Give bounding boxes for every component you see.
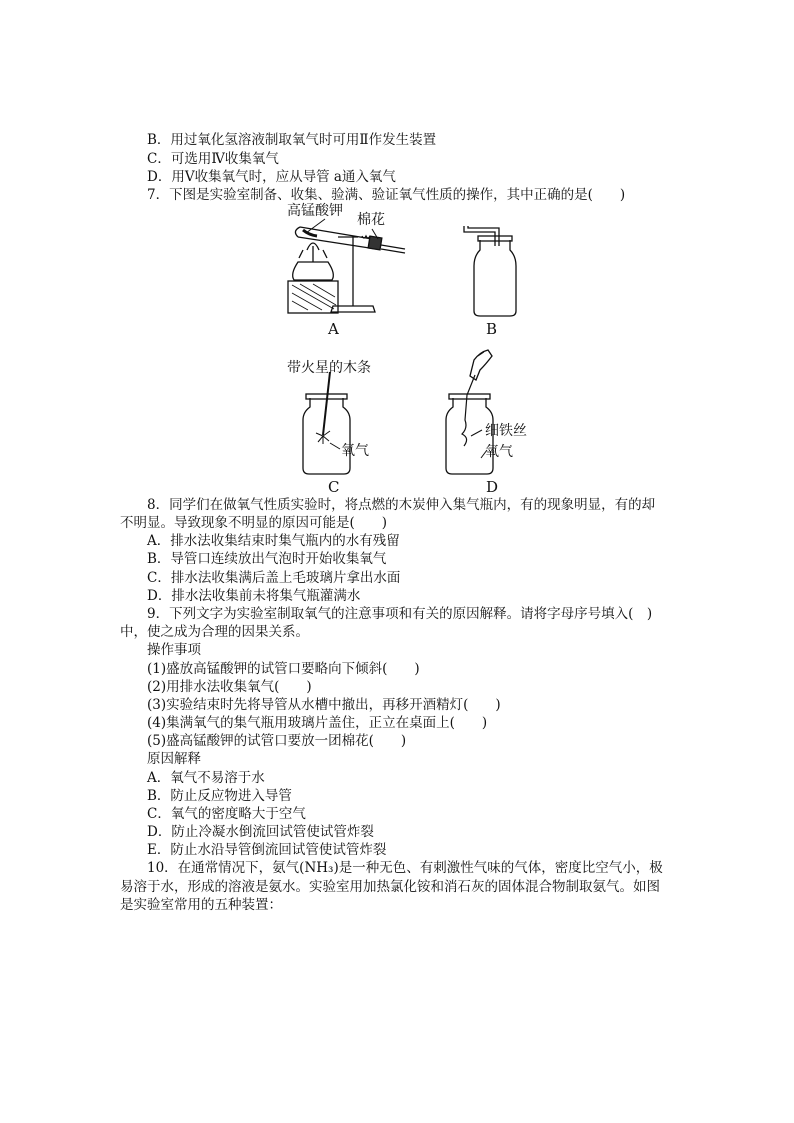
q8-stem-line2: 不明显。导致现象不明显的原因可能是( ): [120, 515, 388, 531]
q8-option-b: B．导管口连续放出气泡时开始收集氧气: [147, 551, 387, 567]
q6-option-d: D．用Ⅴ收集氧气时，应从导管 a通入氧气: [147, 169, 396, 185]
q9-item-5: (5)盛高锰酸钾的试管口要放一团棉花( ): [147, 733, 407, 749]
label-splint: 带火星的木条: [287, 360, 371, 376]
q8-option-a: A．排水法收集结束时集气瓶内的水有残留: [147, 533, 400, 549]
bottle-b: [474, 240, 516, 316]
label-cotton: 棉花: [357, 212, 385, 228]
q10-line1: 10．在通常情况下，氨气(NH₃)是一种无色、有刺激性气味的气体，密度比空气小，极: [147, 860, 663, 876]
lamp-body: [293, 262, 334, 280]
q6-option-b: B．用过氧化氢溶液制取氧气时可用Ⅱ作发生装置: [147, 132, 437, 148]
q10-line3: 是实验室常用的五种装置：: [120, 897, 282, 913]
q8-stem-line1: 8．同学们在做氧气性质实验时，将点燃的木炭伸入集气瓶内，有的现象明显，有的却: [147, 497, 656, 513]
q7-stem: 7．下图是实验室制备、收集、验满、验证氧气性质的操作，其中正确的是( ): [147, 187, 626, 203]
q8-option-d: D．排水法收集前未将集气瓶灌满水: [147, 588, 361, 604]
q9-item-4: (4)集满氧气的集气瓶用玻璃片盖住，正立在桌面上( ): [147, 715, 488, 731]
q9-item-2: (2)用排水法收集氧气( ): [147, 679, 312, 695]
q9-reason-e: E．防止水沿导管倒流回试管使试管炸裂: [147, 842, 387, 858]
q9-reason-c: C．氧气的密度略大于空气: [147, 806, 306, 822]
q9-reason-b: B．防止反应物进入导管: [147, 788, 292, 804]
label-kmno4: 高锰酸钾: [287, 203, 343, 219]
q10-line2: 易溶于水，形成的溶液是氨水。实验室用加热氯化铵和消石灰的固体混合物制取氨气。如图: [120, 879, 660, 895]
caption-c: C: [328, 478, 340, 496]
label-oxygen-c: 氧气: [341, 443, 369, 459]
q9-item-1: (1)盛放高锰酸钾的试管口要略向下倾斜( ): [147, 661, 420, 677]
q9-reason-a: A．氧气不易溶于水: [147, 770, 265, 786]
q8-option-c: C．排水法收集满后盖上毛玻璃片拿出水面: [147, 570, 401, 586]
caption-a: A: [328, 320, 339, 338]
q9-heading-operations: 操作事项: [147, 642, 201, 658]
stopper: [368, 236, 382, 250]
label-iron-wire: 细铁丝: [485, 423, 527, 439]
label-oxygen-d: 氧气: [485, 444, 513, 460]
splint: [323, 372, 330, 435]
q9-stem-line2: 中，使之成为合理的因果关系。: [120, 624, 309, 640]
q6-option-c: C．可选用Ⅳ收集氧气: [147, 151, 279, 167]
q9-reason-d: D．防止冷凝水倒流回试管使试管炸裂: [147, 824, 374, 840]
q9-heading-reasons: 原因解释: [147, 751, 201, 767]
q9-stem-line1: 9．下列文字为实验室制取氧气的注意事项和有关的原因解释。请将字母序号填入( ): [147, 606, 653, 622]
caption-b: B: [486, 320, 498, 338]
caption-d: D: [486, 478, 499, 496]
hand: [470, 350, 492, 380]
q9-item-3: (3)实验结束时先将导管从水槽中撤出，再移开酒精灯( ): [147, 697, 501, 713]
